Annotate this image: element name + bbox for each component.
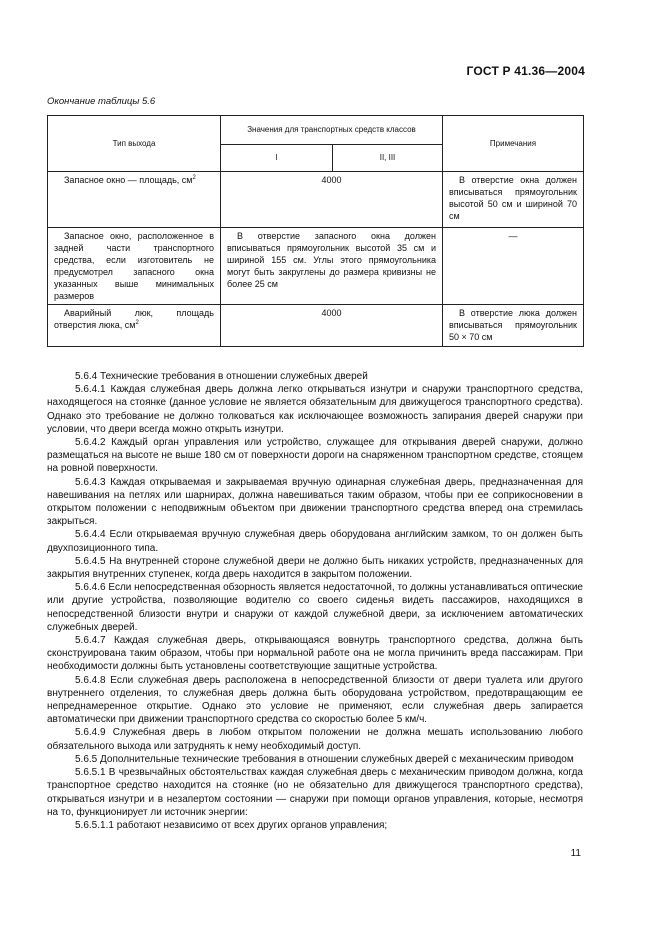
paragraph: 5.6.4.3 Каждая открываемая и закрываемая вручную одинарная служебная дверь, предназначенная для навешивания на петлях или шарнирах, должна навешиваться таким образом, чтобы при ее соприкосновении в открытом положении с неподвижным объектом при движении транспортного средства вперед она стремилась закрыться. bbox=[47, 476, 583, 528]
page-number: 11 bbox=[570, 848, 581, 859]
col-header-class-1: I bbox=[221, 145, 333, 172]
table-row bbox=[48, 305, 584, 347]
paragraph: 5.6.4.1 Каждая служебная дверь должна легко открываться изнутри и снаружи транспортного средства, находящегося на стоянке (данное условие не является обязательным для движущегося транспортного средства). Однако это требование не должно толковаться как исключающее возможность запирания дверей снаружи при условии, что двери всегда можно открыть изнутри. bbox=[47, 384, 583, 435]
value-cell: В отверстие запасного окна должен вписываться прямоугольник высотой 35 см и шириной 155 см. Углы этого прямоугольника могут быть закруглены до размера кривизны не более 25 см bbox=[221, 228, 443, 305]
paragraph: 5.6.4.9 Служебная дверь в любом открытом положении не должна мешать использованию любого обязательного выхода или затруднять к нему необходимый доступ. bbox=[47, 727, 583, 752]
col-header-exit-type: Тип выхода bbox=[48, 116, 221, 172]
note-cell: В отверстие люка должен вписываться прямоугольник 50 × 70 см bbox=[443, 305, 584, 347]
paragraph: 5.6.5 Дополнительные технические требования в отношении служебных дверей с механическим приводом bbox=[75, 753, 574, 765]
paragraph: 5.6.4.5 На внутренней стороне служебной двери не должно быть никаких устройств, предназначенных для закрытия внутренних ступенек, когда дверь находится в закрытом положении. bbox=[47, 555, 583, 581]
table-row bbox=[48, 228, 584, 305]
paragraph: 5.6.4 Технические требования в отношении служебных дверей bbox=[75, 371, 368, 382]
table-caption: Окончание таблицы 5.6 bbox=[47, 96, 156, 107]
exit-requirements-table bbox=[47, 115, 584, 347]
note-cell: В отверстие окна должен вписываться прямоугольник высотой 50 см и шириной 70 см bbox=[443, 172, 584, 228]
col-header-class-2-3: II, III bbox=[333, 145, 443, 172]
value-cell: 4000 bbox=[221, 305, 443, 347]
paragraph: 5.6.5.1 В чрезвычайных обстоятельствах каждая служебная дверь с механическим приводом должна, когда транспортное средство находится на стоянке (но не обязательно для движущегося транспортного средства), открываться изнутри и в незапертом состоянии — снаружи при помощи органов управления, которые, несмотря на то, функционирует ли источник энергии: bbox=[47, 767, 583, 818]
paragraph: 5.6.4.4 Если открываемая вручную служебная дверь оборудована английским замком, то он должен быть двухпозиционного типа. bbox=[47, 529, 583, 554]
table-row bbox=[48, 172, 584, 228]
body-text bbox=[47, 370, 583, 832]
paragraph: 5.6.4.7 Каждая служебная дверь, открывающаяся вовнутрь транспортного средства, должна быть сконструирована таким образом, чтобы при нормальной работе она не могла причинить вреда пассажирам. При необходимости должны быть установлены соответствующие защитные устройства. bbox=[47, 635, 583, 673]
exit-type-cell: Запасное окно — площадь, $см^2$ bbox=[48, 172, 221, 228]
paragraph: 5.6.5.1.1 работают независимо от всех других органов управления; bbox=[75, 819, 388, 831]
paragraph: 5.6.4.8 Если служебная дверь расположена в непосредственной близости от двери туалета или другого внутреннего отделения, то служебная дверь должна быть оборудована устройством, предотвращающим ее непреднамеренное открытие. Однако это условие не применяют, если служебная дверь запирается автоматически при движении транспортного средства со скоростью более 5 км/ч. bbox=[47, 674, 583, 726]
value-cell: 4000 bbox=[221, 172, 443, 228]
exit-type-cell: Запасное окно, расположенное в задней части транспортного средства, если изготовитель не предусмотрел запасного окна указанных выше минимальных размеров bbox=[48, 228, 221, 305]
document-id: ГОСТ Р 41.36—2004 bbox=[466, 64, 585, 78]
note-cell: — bbox=[443, 228, 584, 305]
exit-type-cell: Аварийный люк, площадь отверстия люка, $см^2$ bbox=[48, 305, 221, 347]
paragraph: 5.6.4.6 Если непосредственная обзорность является недостаточной, то должны устанавливаться оптические или другие устройства, позволяющие водителю со своего сиденья видеть пассажиров, находящихся в непосредственной близости внутри и снаружи от каждой служебной двери, за исключением автоматических служебных дверей. bbox=[47, 582, 583, 633]
col-header-notes: Примечания bbox=[443, 116, 584, 172]
col-header-values: Значения для транспортных средств классов bbox=[221, 116, 443, 145]
paragraph: 5.6.4.2 Каждый орган управления или устройство, служащее для открывания дверей снаружи, должно размещаться на высоте не выше 180 см от поверхности дороги на снаряженном транспортном средстве, стоящем на ровной поверхности. bbox=[47, 437, 583, 475]
